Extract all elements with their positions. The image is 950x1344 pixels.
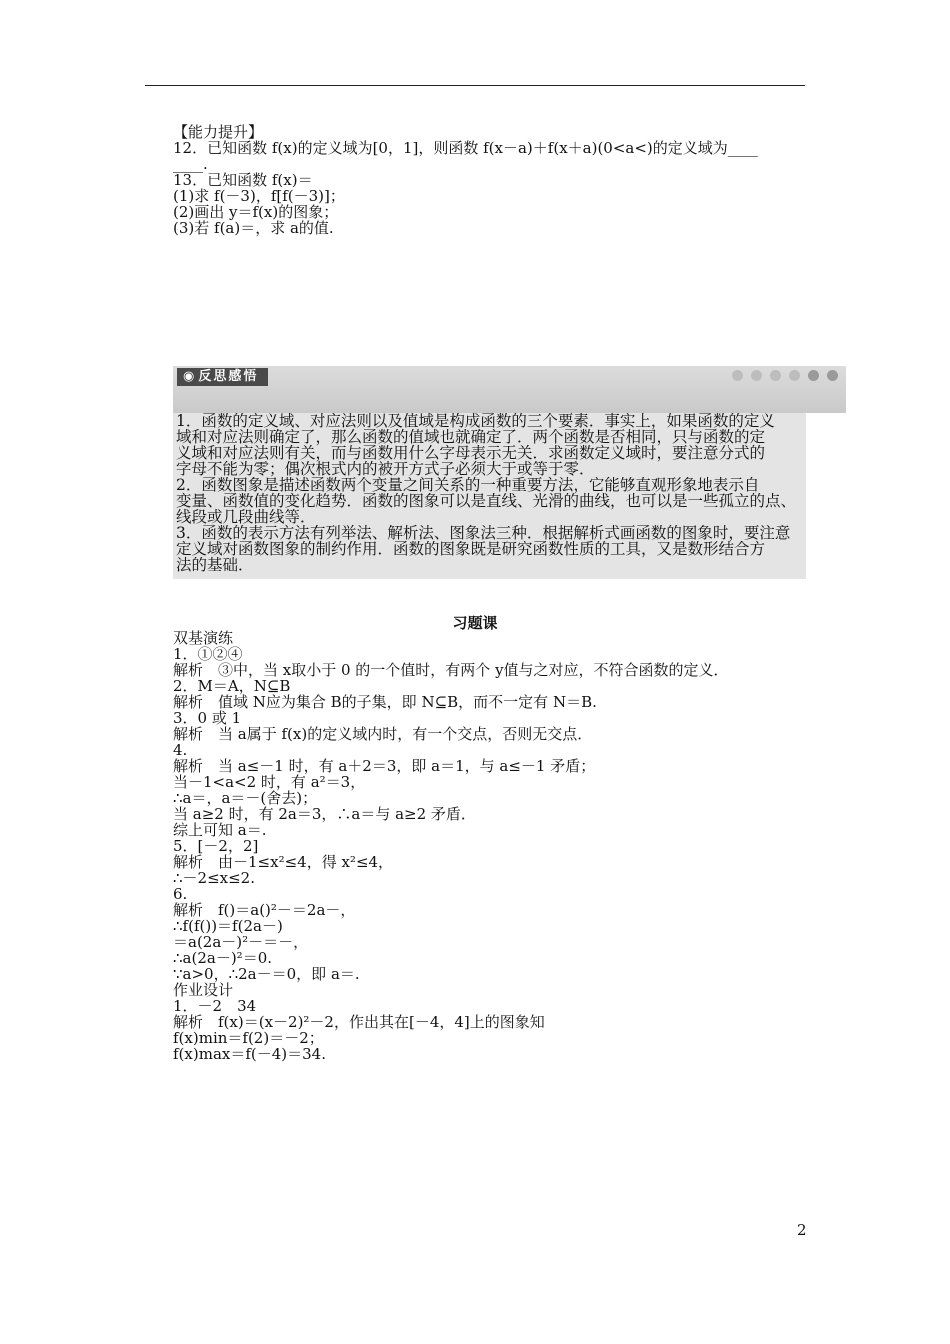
reflection-header-bar xyxy=(173,366,846,413)
reflection-line: 3．函数的表示方法有列举法、解析法、图象法三种．根据解析式画函数的图象时，要注意 xyxy=(176,524,791,542)
exercise-section xyxy=(173,124,813,236)
exercise-13-part1: (1)求 f(－3)，f[f(－3)]； xyxy=(173,187,345,205)
answer-line: ∵a>0，∴2a－＝0，即 a＝. xyxy=(173,965,360,983)
reflection-heading-text: 反思感悟 xyxy=(198,369,259,384)
answer-line: ＝a(2a－)²－＝－， xyxy=(173,933,309,951)
answer-line: ∴a＝，a＝－(舍去)； xyxy=(173,789,318,807)
answer-line: 2．M＝A，N⊆B xyxy=(173,677,291,695)
answer-line: 双基演练 xyxy=(173,629,234,647)
answer-line: 解析 当 a属于 f(x)的定义域内时，有一个交点，否则无交点． xyxy=(173,725,593,743)
reflection-text xyxy=(173,413,796,573)
answer-line: 解析 值域 N应为集合 B的子集，即 N⊆B，而不一定有 N＝B. xyxy=(173,693,597,711)
answer-line: ∴a(2a－)²＝0. xyxy=(173,949,273,967)
header-rule xyxy=(145,85,805,86)
reflection-line: 字母不能为零；偶次根式内的被开方式子必须大于或等于零． xyxy=(176,460,595,478)
reflection-line: 变量、函数值的变化趋势．函数的图象可以是直线、光滑的曲线，也可以是一些孤立的点、 xyxy=(176,492,797,510)
answer-line: 解析 f(x)＝(x－2)²－2，作出其在[－4，4]上的图象知 xyxy=(173,1013,545,1031)
reflection-line: 1．函数的定义域、对应法则以及值域是构成函数的三个要素．事实上，如果函数的定义 xyxy=(176,412,775,430)
answer-line: 6. xyxy=(173,885,188,903)
exercise-13-part3: (3)若 f(a)＝，求 a的值. xyxy=(173,219,334,237)
decorative-dots xyxy=(732,370,838,381)
reflection-line: 2．函数图象是描述函数两个变量之间关系的一种重要方法，它能够直观形象地表示自 xyxy=(176,476,760,494)
exercise-12: 12．已知函数 f(x)的定义域为[0，1]，则函数 f(x－a)＋f(x＋a)(0<a<)的定义域为____ xyxy=(173,139,758,157)
exercise-13: 13．已知函数 f(x)＝ xyxy=(173,171,313,189)
answer-line: 当－1<a<2 时，有 a²＝3， xyxy=(173,773,366,791)
answers-section xyxy=(173,630,813,1062)
section-heading: 【能力提升】 xyxy=(173,123,264,141)
answer-line: ∴－2≤x≤2. xyxy=(173,869,255,887)
reflection-line: 法的基础． xyxy=(176,556,254,574)
answer-line: 综上可知 a＝. xyxy=(173,821,267,839)
exercise-13-part2: (2)画出 y＝f(x)的图象； xyxy=(173,203,339,221)
reflection-line: 线段或几段曲线等． xyxy=(176,508,316,526)
answer-line: 解析 f()＝a()²－＝2a－， xyxy=(173,901,356,919)
reflection-heading xyxy=(177,368,268,386)
reflection-line: 义域和对应法则有关，而与函数用什么字母表示无关．求函数定义域时，要注意分式的 xyxy=(176,444,766,462)
answer-line: 解析 ③中，当 x取小于 0 的一个值时，有两个 y值与之对应，不符合函数的定义． xyxy=(173,661,729,679)
reflection-body xyxy=(173,413,806,579)
dot-icon xyxy=(808,370,819,381)
answer-line: f(x)min＝f(2)＝－2； xyxy=(173,1029,324,1047)
reflection-line: 域和对应法则确定了，那么函数的值域也就确定了．两个函数是否相同，只与函数的定 xyxy=(176,428,766,446)
answers-title: 习题课 xyxy=(452,614,498,632)
dot-icon xyxy=(789,370,800,381)
answer-line: 1．－2 34 xyxy=(173,997,257,1015)
target-icon: ◉ xyxy=(183,369,195,384)
dot-icon xyxy=(751,370,762,381)
answer-line: 3．0 或 1 xyxy=(173,709,242,727)
answer-line: 1．①②④ xyxy=(173,645,243,663)
reflection-line: 定义域对函数图象的制约作用．函数的图象既是研究函数性质的工具，又是数形结合方 xyxy=(176,540,766,558)
answer-line: 4. xyxy=(173,741,188,759)
dot-icon xyxy=(770,370,781,381)
answer-line: f(x)max＝f(－4)＝34. xyxy=(173,1045,326,1063)
answer-line: 当 a≥2 时，有 2a＝3，∴a＝与 a≥2 矛盾． xyxy=(173,805,476,823)
answer-line: 解析 当 a≤－1 时，有 a＋2＝3，即 a＝1，与 a≤－1 矛盾； xyxy=(173,757,596,775)
answer-line: 解析 由－1≤x²≤4，得 x²≤4， xyxy=(173,853,394,871)
answer-line: 5．[－2，2] xyxy=(173,837,259,855)
exercise-12-cont: ____. xyxy=(173,155,208,173)
page-number: 2 xyxy=(797,1221,807,1239)
answer-line: ∴f(f())＝f(2a－) xyxy=(173,917,283,935)
dot-icon xyxy=(732,370,743,381)
dot-icon xyxy=(827,370,838,381)
answer-line: 作业设计 xyxy=(173,981,234,999)
